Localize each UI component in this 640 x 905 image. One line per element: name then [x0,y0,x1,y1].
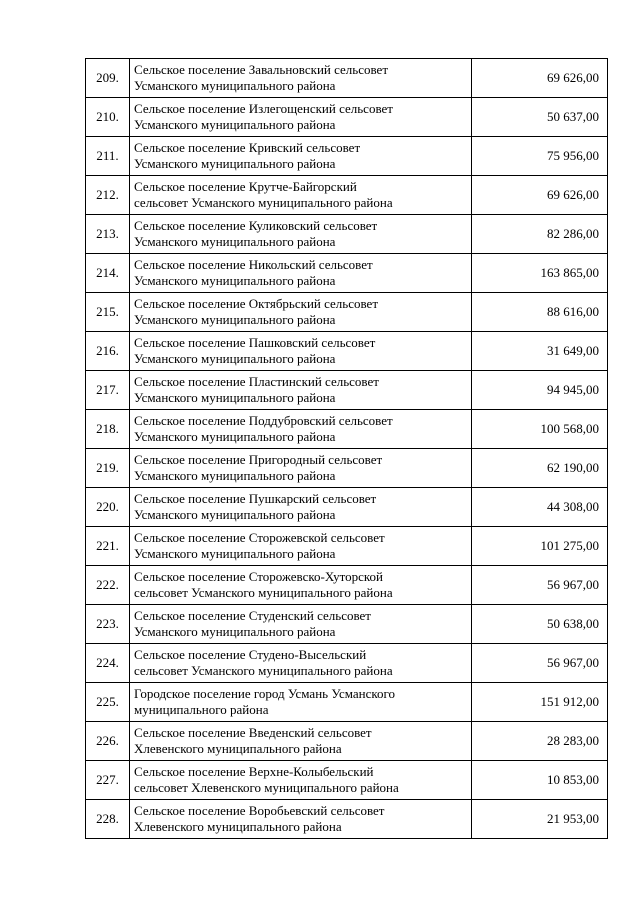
amount-value: 163 865,00 [472,254,608,293]
municipality-name [130,761,472,800]
municipality-name-line-2: Хлевенского муниципального района [134,819,342,834]
municipality-name-line-2: Усманского муниципального района [134,234,336,249]
amount-value: 50 638,00 [472,605,608,644]
amount-value: 62 190,00 [472,449,608,488]
municipality-name-line-2: сельсовет Хлевенского муниципального района [134,780,399,795]
municipality-name [130,371,472,410]
row-number: 209. [86,59,130,98]
municipality-name-line-1: Сельское поселение Студено-Высельский [134,647,367,662]
municipality-name-line-2: муниципального района [134,702,269,717]
municipality-name-line-1: Городское поселение город Усмань Усманского [134,686,396,701]
municipality-name [130,722,472,761]
municipality-name-line-2: Усманского муниципального района [134,429,336,444]
municipality-name [130,410,472,449]
municipality-name [130,176,472,215]
row-number: 226. [86,722,130,761]
table-row [86,605,608,644]
municipality-name [130,254,472,293]
amount-value: 101 275,00 [472,527,608,566]
row-number: 224. [86,644,130,683]
municipality-name-line-1: Сельское поселение Сторожевской сельсовет [134,530,385,545]
municipality-name [130,59,472,98]
amount-value: 94 945,00 [472,371,608,410]
table-row [86,176,608,215]
table-row [86,488,608,527]
table-row [86,59,608,98]
municipality-name-line-1: Сельское поселение Октябрьский сельсовет [134,296,379,311]
municipality-name-line-1: Сельское поселение Верхне-Колыбельский [134,764,374,779]
row-number: 215. [86,293,130,332]
municipality-name [130,644,472,683]
municipality-name-line-1: Сельское поселение Пригородный сельсовет [134,452,383,467]
table-row [86,644,608,683]
municipality-name-line-2: Усманского муниципального района [134,312,336,327]
municipality-name-line-1: Сельское поселение Излегощенский сельсовет [134,101,393,116]
municipality-name-line-2: Хлевенского муниципального района [134,741,342,756]
municipality-name-line-1: Сельское поселение Пушкарский сельсовет [134,491,377,506]
municipality-name-line-2: Усманского муниципального района [134,546,336,561]
row-number: 219. [86,449,130,488]
table-row [86,254,608,293]
municipality-name [130,98,472,137]
amount-value: 31 649,00 [472,332,608,371]
municipality-name [130,683,472,722]
municipality-name-line-2: сельсовет Усманского муниципального района [134,663,393,678]
municipality-name-line-2: Усманского муниципального района [134,624,336,639]
row-number: 214. [86,254,130,293]
amount-value: 100 568,00 [472,410,608,449]
table-row [86,449,608,488]
table-row [86,683,608,722]
table-row [86,371,608,410]
row-number: 213. [86,215,130,254]
municipality-name-line-1: Сельское поселение Сторожевско-Хуторской [134,569,384,584]
amount-value: 82 286,00 [472,215,608,254]
municipality-name-line-1: Сельское поселение Пашковский сельсовет [134,335,376,350]
municipality-name-line-2: Усманского муниципального района [134,468,336,483]
table-row [86,761,608,800]
amount-value: 50 637,00 [472,98,608,137]
municipality-name [130,332,472,371]
row-number: 223. [86,605,130,644]
municipality-name [130,605,472,644]
municipality-name-line-1: Сельское поселение Никольский сельсовет [134,257,373,272]
amount-value: 75 956,00 [472,137,608,176]
municipality-name-line-1: Сельское поселение Поддубровский сельсовет [134,413,393,428]
amount-value: 69 626,00 [472,59,608,98]
table-row [86,215,608,254]
amount-value: 56 967,00 [472,566,608,605]
municipality-name-line-1: Сельское поселение Пластинский сельсовет [134,374,379,389]
municipality-name-line-1: Сельское поселение Завальновский сельсовет [134,62,389,77]
municipality-name [130,215,472,254]
amount-value: 56 967,00 [472,644,608,683]
amount-value: 151 912,00 [472,683,608,722]
municipality-name-line-2: Усманского муниципального района [134,273,336,288]
municipality-name-line-2: Усманского муниципального района [134,351,336,366]
municipality-name-line-2: Усманского муниципального района [134,390,336,405]
table-row [86,527,608,566]
row-number: 222. [86,566,130,605]
municipality-name-line-1: Сельское поселение Крутче-Байгорский [134,179,357,194]
row-number: 225. [86,683,130,722]
row-number: 217. [86,371,130,410]
amount-value: 10 853,00 [472,761,608,800]
municipality-name [130,137,472,176]
table-row [86,722,608,761]
municipality-name-line-2: сельсовет Усманского муниципального района [134,585,393,600]
municipality-name-line-1: Сельское поселение Студенский сельсовет [134,608,371,623]
municipality-name [130,293,472,332]
row-number: 211. [86,137,130,176]
municipality-name-line-2: Усманского муниципального района [134,78,336,93]
municipality-name [130,488,472,527]
municipality-name [130,449,472,488]
row-number: 227. [86,761,130,800]
municipality-name-line-2: Усманского муниципального района [134,117,336,132]
municipality-name-line-2: сельсовет Усманского муниципального района [134,195,393,210]
municipality-name [130,800,472,839]
municipality-name [130,527,472,566]
municipality-name-line-2: Усманского муниципального района [134,507,336,522]
row-number: 216. [86,332,130,371]
table-row [86,137,608,176]
table-body [86,59,608,839]
row-number: 212. [86,176,130,215]
municipality-name-line-1: Сельское поселение Воробьевский сельсовет [134,803,385,818]
allocation-table [85,58,608,839]
municipality-name-line-2: Усманского муниципального района [134,156,336,171]
municipality-name-line-1: Сельское поселение Куликовский сельсовет [134,218,378,233]
table-row [86,332,608,371]
table-row [86,410,608,449]
amount-value: 44 308,00 [472,488,608,527]
row-number: 221. [86,527,130,566]
municipality-name [130,566,472,605]
table-row [86,566,608,605]
amount-value: 88 616,00 [472,293,608,332]
table-row [86,98,608,137]
amount-value: 28 283,00 [472,722,608,761]
row-number: 210. [86,98,130,137]
row-number: 228. [86,800,130,839]
amount-value: 21 953,00 [472,800,608,839]
row-number: 218. [86,410,130,449]
row-number: 220. [86,488,130,527]
table-row [86,293,608,332]
municipality-name-line-1: Сельское поселение Кривский сельсовет [134,140,361,155]
table-row [86,800,608,839]
amount-value: 69 626,00 [472,176,608,215]
municipality-name-line-1: Сельское поселение Введенский сельсовет [134,725,372,740]
